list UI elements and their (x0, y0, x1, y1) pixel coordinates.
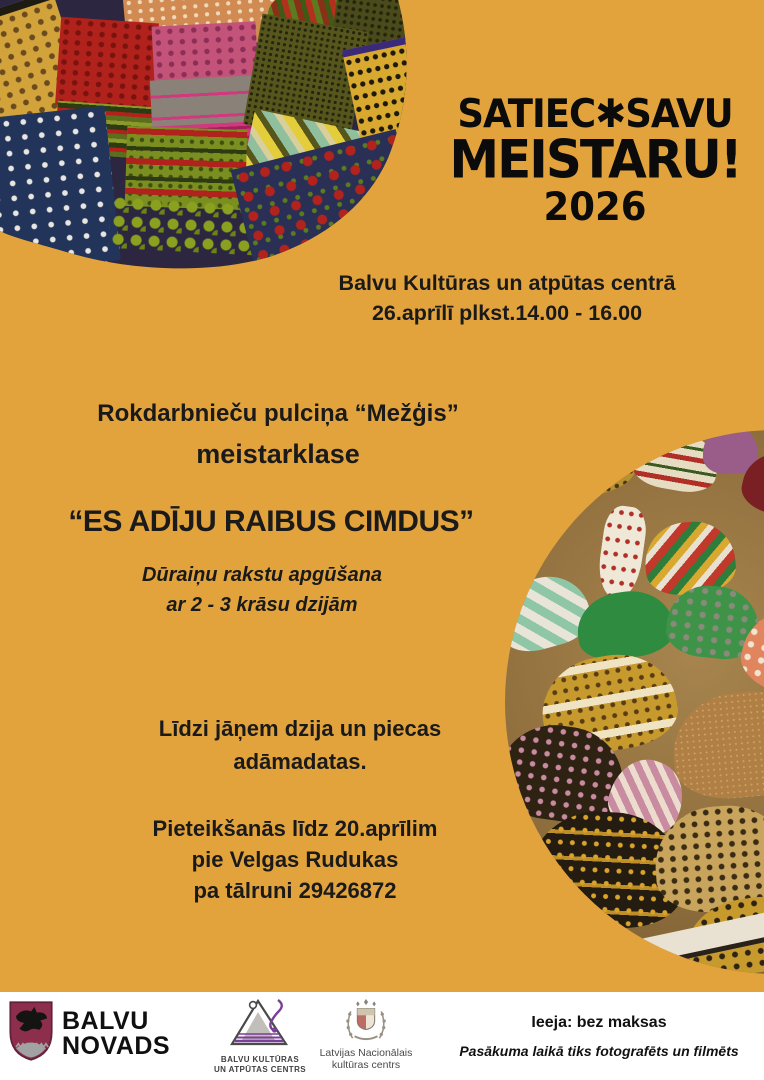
logo-nacionalais-centrs-line2: kultūras centrs (331, 1059, 401, 1071)
title-year: 2026 (543, 184, 647, 231)
description-line: Dūraiņu rakstu apgūšana (141, 564, 383, 586)
knit-piece (55, 17, 159, 112)
footer-bar (0, 992, 764, 1080)
event-title: “ES ADĪJU RAIBUS CIMDUS” (68, 505, 474, 538)
entry-fee-text: Ieeja: bez maksas (531, 1014, 667, 1031)
logo-balvu-novads (8, 1001, 170, 1066)
filming-notice-text: Pasākuma laikā tiks fotografēts un filmēts (459, 1043, 739, 1059)
logo-kulturas-centrs (206, 998, 314, 1075)
mitten (553, 431, 641, 506)
knit-piece (0, 106, 121, 273)
apply-line: Pieteikšanās līdz 20.aprīlim (152, 816, 438, 841)
title-line-1: SATIEC✱SAVU (457, 90, 733, 137)
description-line: ar 2 - 3 krāsu dzijām (166, 594, 358, 616)
title-line-2: MEISTARU! (449, 129, 741, 191)
bring-line: Līdzi jāņem dzija un piecas (158, 716, 442, 741)
club-line: Rokdarbnieču pulciņa “Mežģis” (97, 400, 459, 427)
description-block (0, 560, 524, 620)
logo-kulturas-centrs-line2: UN ATPŪTAS CENTRS (214, 1065, 306, 1074)
application-block (15, 813, 575, 906)
apply-line: pie Velgas Rudukas (191, 847, 399, 872)
mittens-photo-top-left (0, 0, 414, 276)
mitten (573, 586, 677, 665)
venue-line: Balvu Kultūras un atpūtas centrā (338, 271, 676, 295)
mitten (669, 686, 764, 803)
footer-note (440, 1014, 758, 1059)
logo-kulturas-centrs-line1: BALVU KULTŪRAS (220, 1055, 300, 1064)
balvu-novads-coat-of-arms-icon (8, 1001, 54, 1066)
latvia-state-emblem-icon (339, 1029, 393, 1046)
club-block (0, 397, 556, 471)
datetime-line: 26.aprīlī plkst.14.00 - 16.00 (371, 301, 643, 325)
bring-line: adāmadatas. (233, 749, 367, 774)
bring-block (20, 712, 580, 778)
logo-nacionalais-centrs-line1: Latvijas Nacionālais (319, 1047, 413, 1059)
logo-balvu-novads-line1: BALVU (62, 1006, 149, 1035)
triangle-treble-clef-icon (227, 1037, 293, 1054)
mitten (642, 518, 738, 598)
poster-title (428, 90, 762, 231)
phone-line: pa tālruni 29426872 (193, 878, 397, 903)
masterclass-line: meistarklase (196, 439, 360, 469)
logo-nacionalais-centrs (312, 998, 420, 1071)
venue-block (292, 268, 722, 328)
logo-balvu-novads-line2: NOVADS (62, 1031, 171, 1060)
sock (595, 504, 649, 601)
